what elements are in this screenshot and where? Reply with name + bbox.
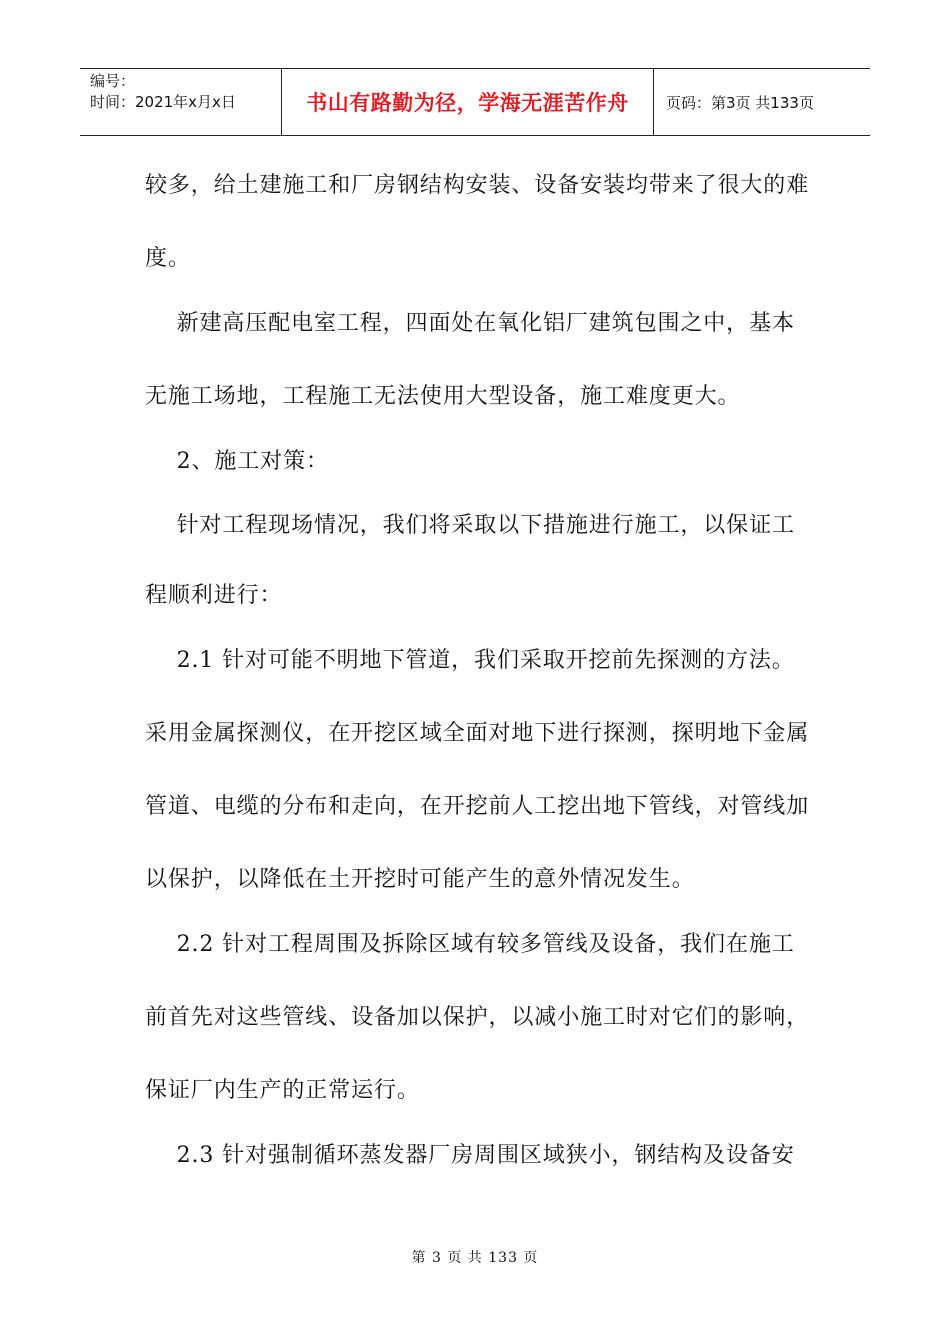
body-line: 2.2 针对工程周围及拆除区域有较多管线及设备，我们在施工 bbox=[145, 932, 795, 957]
body-line: 前首先对这些管线、设备加以保护，以减小施工时对它们的影响， bbox=[145, 1005, 810, 1030]
body-line: 2、施工对策： bbox=[145, 449, 329, 474]
body-line: 以保护，以降低在土开挖时可能产生的意外情况发生。 bbox=[145, 867, 695, 892]
body-line: 2.3 针对强制循环蒸发器厂房周围区域狭小，钢结构及设备安 bbox=[145, 1143, 795, 1168]
body-line: 较多，给土建施工和厂房钢结构安装、设备安装均带来了很大的难 bbox=[145, 173, 810, 198]
date-label: 时间：2021年x月x日 bbox=[90, 93, 236, 111]
body-line: 新建高压配电室工程，四面处在氧化铝厂建筑包围之中，基本 bbox=[145, 311, 795, 336]
body-line: 针对工程现场情况，我们将采取以下措施进行施工，以保证工 bbox=[145, 513, 795, 538]
body-line: 采用金属探测仪，在开挖区域全面对地下进行探测，探明地下金属 bbox=[145, 721, 810, 746]
page-header bbox=[80, 68, 870, 136]
body-line: 2.1 针对可能不明地下管道，我们采取开挖前先探测的方法。 bbox=[145, 648, 795, 673]
body-line: 管道、电缆的分布和走向，在开挖前人工挖出地下管线，对管线加 bbox=[145, 794, 810, 819]
body-line: 度。 bbox=[145, 246, 191, 271]
body-line: 程顺利进行： bbox=[145, 583, 283, 608]
body-line: 保证厂内生产的正常运行。 bbox=[145, 1078, 420, 1103]
page-footer: 第 3 页 共 133 页 bbox=[411, 1250, 539, 1266]
header-page-info: 页码：第3页 共133页 bbox=[666, 93, 814, 112]
header-motto: 书山有路勤为径，学海无涯苦作舟 bbox=[282, 69, 654, 135]
header-meta bbox=[80, 69, 282, 135]
doc-number-label: 编号： bbox=[90, 72, 136, 90]
body-line: 无施工场地，工程施工无法使用大型设备，施工难度更大。 bbox=[145, 384, 741, 409]
